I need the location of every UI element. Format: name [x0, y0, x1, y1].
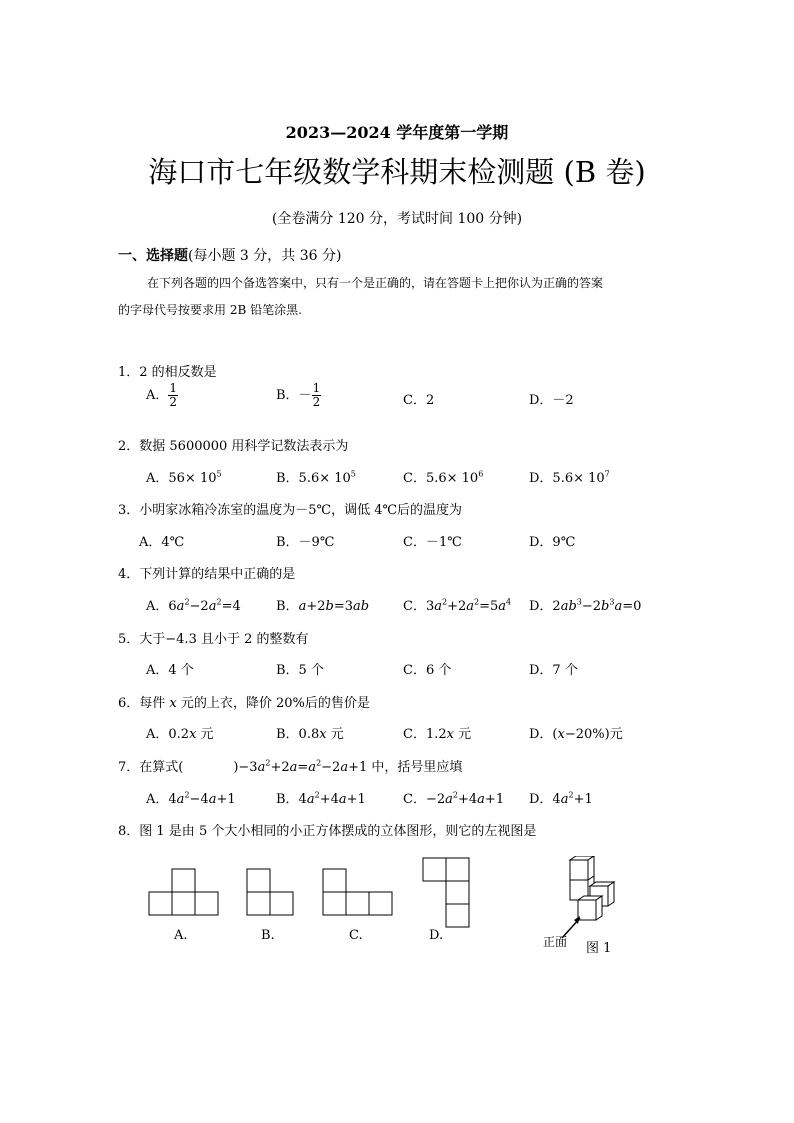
q8-front-label: 正面 [543, 935, 568, 949]
q7-option-b: B．$4a^2+4a+1$ [276, 790, 366, 807]
section-title: 一、选择题 [118, 248, 188, 264]
q8-view-a [148, 866, 220, 918]
q8-label-b: B. [261, 928, 275, 943]
q4-option-d: D．$2ab^3-2b^3a=0$ [529, 597, 642, 614]
section-heading [118, 245, 341, 265]
q4-option-a: A．$6a^2-2a^2=4$ [146, 597, 241, 614]
instruction-line-2: 的字母代号按要求用 2B 铅笔涂黑. [118, 303, 302, 317]
q8-view-b [246, 866, 296, 918]
q3-option-b: B．－9℃ [276, 535, 335, 550]
q5-option-b: B．5 个 [276, 663, 324, 678]
q4-option-c: C．$3a^2+2a^2=5a^4$ [403, 597, 512, 614]
q8-view-c [322, 866, 394, 918]
q8-stem: 8．图 1 是由 5 个大小相同的小正方体摆成的立体图形，则它的左视图是 [118, 824, 537, 839]
q6-option-d: D．(x−20%)元 [529, 727, 623, 742]
q3-option-d: D．9℃ [529, 535, 576, 550]
q1-option-a: A． $\frac{1}{2}$ [146, 381, 178, 410]
q8-label-c: C. [349, 928, 363, 943]
q3-stem: 3．小明家冰箱冷冻室的温度为－5℃，调低 4℃后的温度为 [118, 503, 463, 518]
q2-option-a: A．$56\times 10^5$ [146, 469, 222, 486]
q8-label-d: D. [429, 928, 444, 943]
q8-label-a: A. [174, 928, 188, 943]
school-year: 2023—2024 学年度第一学期 [285, 123, 509, 142]
q6-option-b: B．0.8x 元 [276, 727, 344, 742]
exam-note: (全卷满分 120 分，考试时间 100 分钟) [271, 211, 523, 227]
q7-option-d: D．$4a^2+1$ [529, 790, 593, 807]
q2-stem: 2．数据 5600000 用科学记数法表示为 [118, 439, 349, 454]
q2-option-d: D．$5.6\times 10^7$ [529, 469, 610, 486]
q1-stem: 1．2 的相反数是 [118, 365, 217, 380]
q2-option-c: C．$5.6\times 10^6$ [403, 469, 484, 486]
q2-option-b: B．$5.6\times 10^5$ [276, 469, 356, 486]
section-detail: (每小题 3 分，共 36 分) [188, 248, 342, 264]
instruction-line-1: 在下列各题的四个备选答案中，只有一个是正确的，请在答题卡上把你认为正确的答案 [147, 276, 604, 290]
q1-option-b: B．－ $\frac{1}{2}$ [276, 381, 321, 410]
q1-option-c: C．2 [403, 393, 435, 408]
q3-option-c: C．－1℃ [403, 535, 462, 550]
q5-option-a: A．4 个 [146, 663, 194, 678]
q7-stem: 7．在算式( )$-3a^2+2a=a^2-2a+1$ 中，括号里应填 [118, 758, 463, 775]
q4-option-b: B．a+2b=3ab [276, 599, 370, 614]
q6-option-c: C．1.2x 元 [403, 727, 472, 742]
q3-option-a: A．4℃ [139, 535, 185, 550]
q5-stem: 5．大于−4.3 且小于 2 的整数有 [118, 632, 309, 647]
q8-figure-label: 图 1 [586, 941, 612, 956]
q4-stem: 4．下列计算的结果中正确的是 [118, 567, 296, 582]
q7-option-a: A．$4a^2-4a+1$ [146, 790, 236, 807]
exam-title: 海口市七年级数学科期末检测题 (B 卷) [148, 155, 646, 189]
q5-option-d: D．7 个 [529, 663, 578, 678]
q6-stem: 6．每件 x 元的上衣，降价 20%后的售价是 [118, 696, 370, 711]
q7-option-c: C．$-2a^2+4a+1$ [403, 790, 505, 807]
q6-option-a: A．0.2x 元 [146, 727, 214, 742]
q5-option-c: C．6 个 [403, 663, 452, 678]
q1-option-d: D．－2 [529, 393, 574, 408]
q8-view-d [422, 856, 472, 930]
